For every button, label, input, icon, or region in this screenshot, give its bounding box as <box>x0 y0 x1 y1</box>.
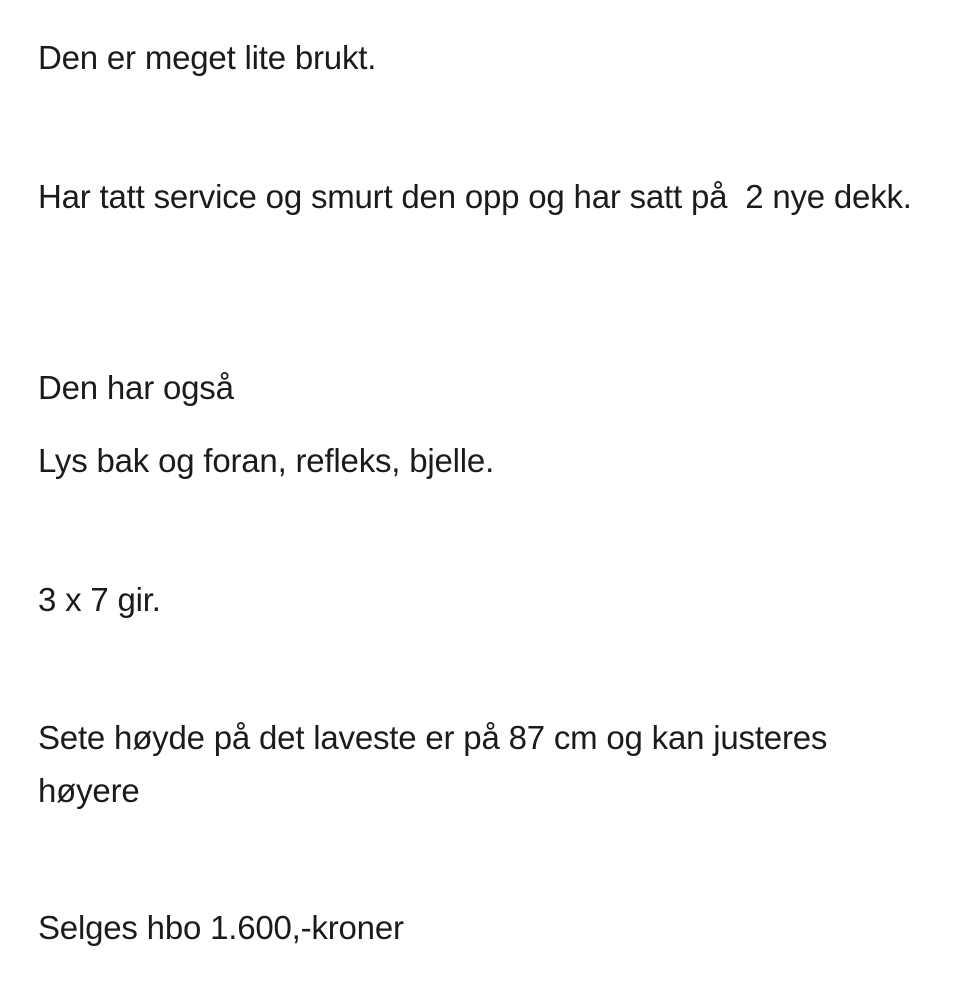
listing-description <box>38 0 928 982</box>
description-line-accessories: Lys bak og foran, refleks, bjelle. <box>38 442 495 479</box>
description-line-price: Selges hbo 1.600,-kroner <box>38 909 404 946</box>
description-line-seat-height: Sete høyde på det laveste er på 87 cm og kan justeres høyere <box>38 719 837 809</box>
description-line-also-has: Den har også <box>38 369 234 406</box>
description-line-usage: Den er meget lite brukt. <box>38 39 377 76</box>
description-line-gears: 3 x 7 gir. <box>38 581 161 618</box>
description-line-service: Har tatt service og smurt den opp og har satt på 2 nye dekk. <box>38 178 912 215</box>
